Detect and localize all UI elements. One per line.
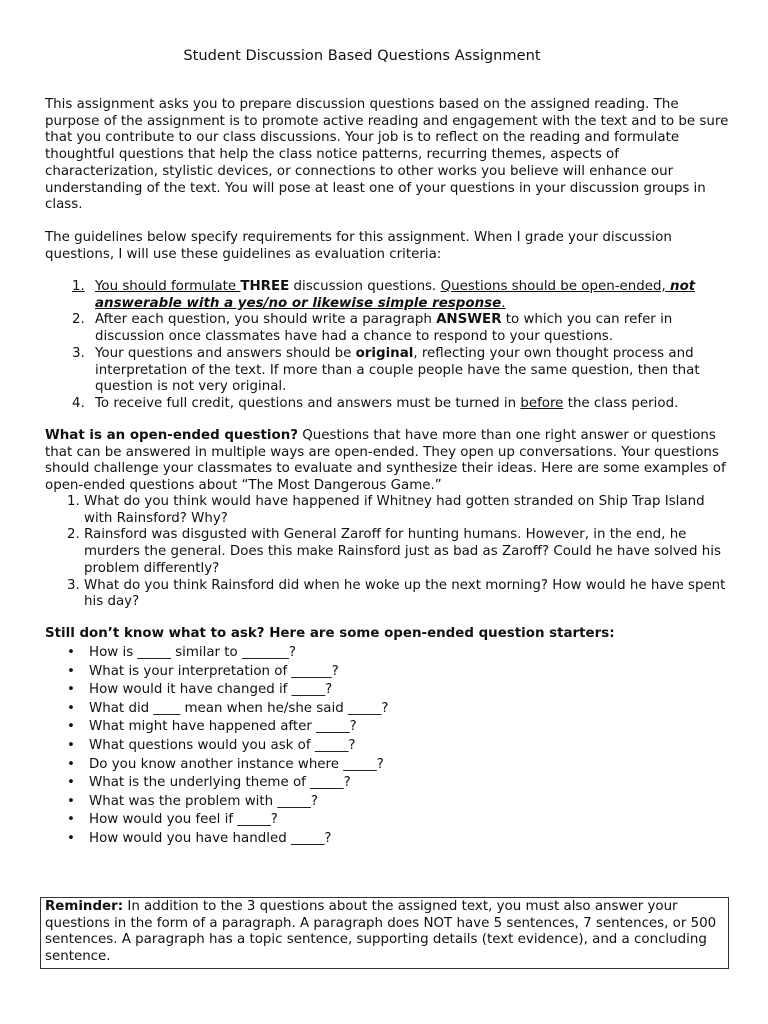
starter-item [45, 756, 730, 775]
criteria-bold-italic-text: not answerable with a yes/no or likewise simple response [95, 279, 696, 311]
bullet-icon: • [67, 756, 75, 772]
starter-text: What did ____ mean when he/she said _____? [89, 700, 389, 716]
starter-item [45, 793, 730, 812]
bullet-icon: • [67, 645, 75, 660]
bullet-icon: • [67, 737, 75, 753]
list-number: 2. [72, 312, 85, 328]
open-ended-paragraph [45, 428, 730, 495]
starters-list [45, 644, 730, 849]
starter-item [45, 737, 730, 756]
open-ended-text: Questions that have more than one right answer or questions that can be answered in multiple ways are open-ended. They open up conversations. Your questions should challenge your classmates to evaluate and synthesize their ideas. Here are some examples of open-ended questions about “The Most Dangerous Game.” [45, 428, 726, 494]
reminder-text: In addition to the 3 questions about the assigned text, you must also answer your questions in the form of a paragraph. A paragraph does NOT have 5 sentences, 7 sentences, or 500 sentences. A paragraph has a topic sentence, supporting details (text evidence), and a concluding sentence. [45, 899, 717, 965]
starter-text: How would it have changed if _____? [89, 682, 333, 698]
bullet-icon: • [67, 830, 75, 846]
example-item [45, 578, 730, 611]
list-number: 3. [72, 345, 85, 361]
starter-text: How would you feel if _____? [89, 812, 278, 828]
criteria-underlined-text: Questions should be open-ended, [440, 279, 671, 294]
criteria-item-2 [45, 312, 730, 345]
list-number: 3. [67, 577, 80, 593]
examples-list [45, 494, 730, 611]
criteria-text: To receive full credit, questions and answers must be turned in [95, 395, 521, 411]
list-number: 1. [72, 279, 85, 294]
starter-item [45, 830, 730, 849]
list-number: 2. [67, 527, 80, 543]
reminder-label: Reminder: [45, 899, 124, 914]
starter-item [45, 644, 730, 663]
starter-text: How is _____ similar to _______? [89, 645, 296, 660]
criteria-list [45, 279, 730, 413]
criteria-item-4 [45, 396, 730, 413]
bullet-icon: • [67, 793, 75, 809]
criteria-emphasis: THREE [240, 279, 290, 294]
criteria-text: You should formulate [95, 279, 241, 294]
document-title: Student Discussion Based Questions Assignment [183, 47, 541, 64]
starters-heading: Still don’t know what to ask? Here are some open-ended question starters: [45, 626, 615, 641]
bullet-icon: • [67, 682, 75, 698]
example-text: What do you think would have happened if Whitney had gotten stranded on Ship Trap Island with Rainsford? Why? [84, 494, 705, 526]
starter-text: What questions would you ask of _____? [89, 737, 356, 753]
list-number: 4. [72, 395, 85, 411]
bullet-icon: • [67, 719, 75, 735]
reminder-box [40, 897, 729, 969]
example-item [45, 494, 730, 527]
starter-text: What might have happened after _____? [89, 719, 357, 735]
starter-text: What is your interpretation of ______? [89, 663, 339, 679]
criteria-emphasis: original [355, 345, 414, 361]
intro-paragraph: This assignment asks you to prepare discussion questions based on the assigned reading. The purpose of the assignment is to promote active reading and engagement with the text and to be sure that you contribute to our class discussions. Your job is to reflect on the reading and formulate thoughtful questions that help the class notice patterns, recurring themes, aspects of characterization, stylistic devices, or connections to other works you believe will enhance our understanding of the text. You will pose at least one of your questions in your discussion groups in class. [45, 97, 729, 213]
criteria-text: , reflecting your own thought process and interpretation of the text. If more than a couple people have the same question, then that question is not very original. [95, 345, 700, 395]
criteria-item-1 [45, 279, 730, 312]
criteria-emphasis: ANSWER [436, 312, 502, 328]
criteria-text: to which you can refer in discussion once classmates have had a chance to respond to your questions. [95, 312, 673, 345]
bullet-icon: • [67, 663, 75, 679]
bullet-icon: • [67, 775, 75, 791]
criteria-text: After each question, you should write a paragraph [95, 312, 437, 328]
criteria-underlined-text: before [520, 395, 564, 411]
starter-text: Do you know another instance where _____? [89, 756, 384, 772]
starter-item [45, 681, 730, 700]
criteria-text: . [501, 295, 506, 311]
example-item [45, 527, 730, 577]
starter-text: What was the problem with _____? [89, 793, 318, 809]
open-ended-heading: What is an open-ended question? [45, 428, 299, 443]
guidelines-paragraph: The guidelines below specify requirements for this assignment. When I grade your discussion questions, I will use these guidelines as evaluation criteria: [45, 230, 672, 262]
starter-item [45, 700, 730, 719]
criteria-text: discussion questions. [289, 279, 441, 294]
example-text: Rainsford was disgusted with General Zaroff for hunting humans. However, in the end, he murders the general. Does this make Rainsford just as bad as Zaroff? Could he have solved his problem differently? [84, 527, 721, 576]
criteria-item-3 [45, 346, 730, 396]
list-number: 1. [67, 494, 80, 509]
starter-text: How would you have handled _____? [89, 830, 332, 846]
starter-item [45, 663, 730, 682]
starter-item [45, 811, 730, 830]
bullet-icon: • [67, 700, 75, 716]
example-text: What do you think Rainsford did when he woke up the next morning? How would he have spent his day? [84, 577, 726, 610]
starter-text: What is the underlying theme of _____? [89, 775, 351, 791]
bullet-icon: • [67, 812, 75, 828]
starter-item [45, 718, 730, 737]
criteria-text: Your questions and answers should be [95, 345, 356, 361]
criteria-text: the class period. [563, 395, 679, 411]
starter-item [45, 774, 730, 793]
